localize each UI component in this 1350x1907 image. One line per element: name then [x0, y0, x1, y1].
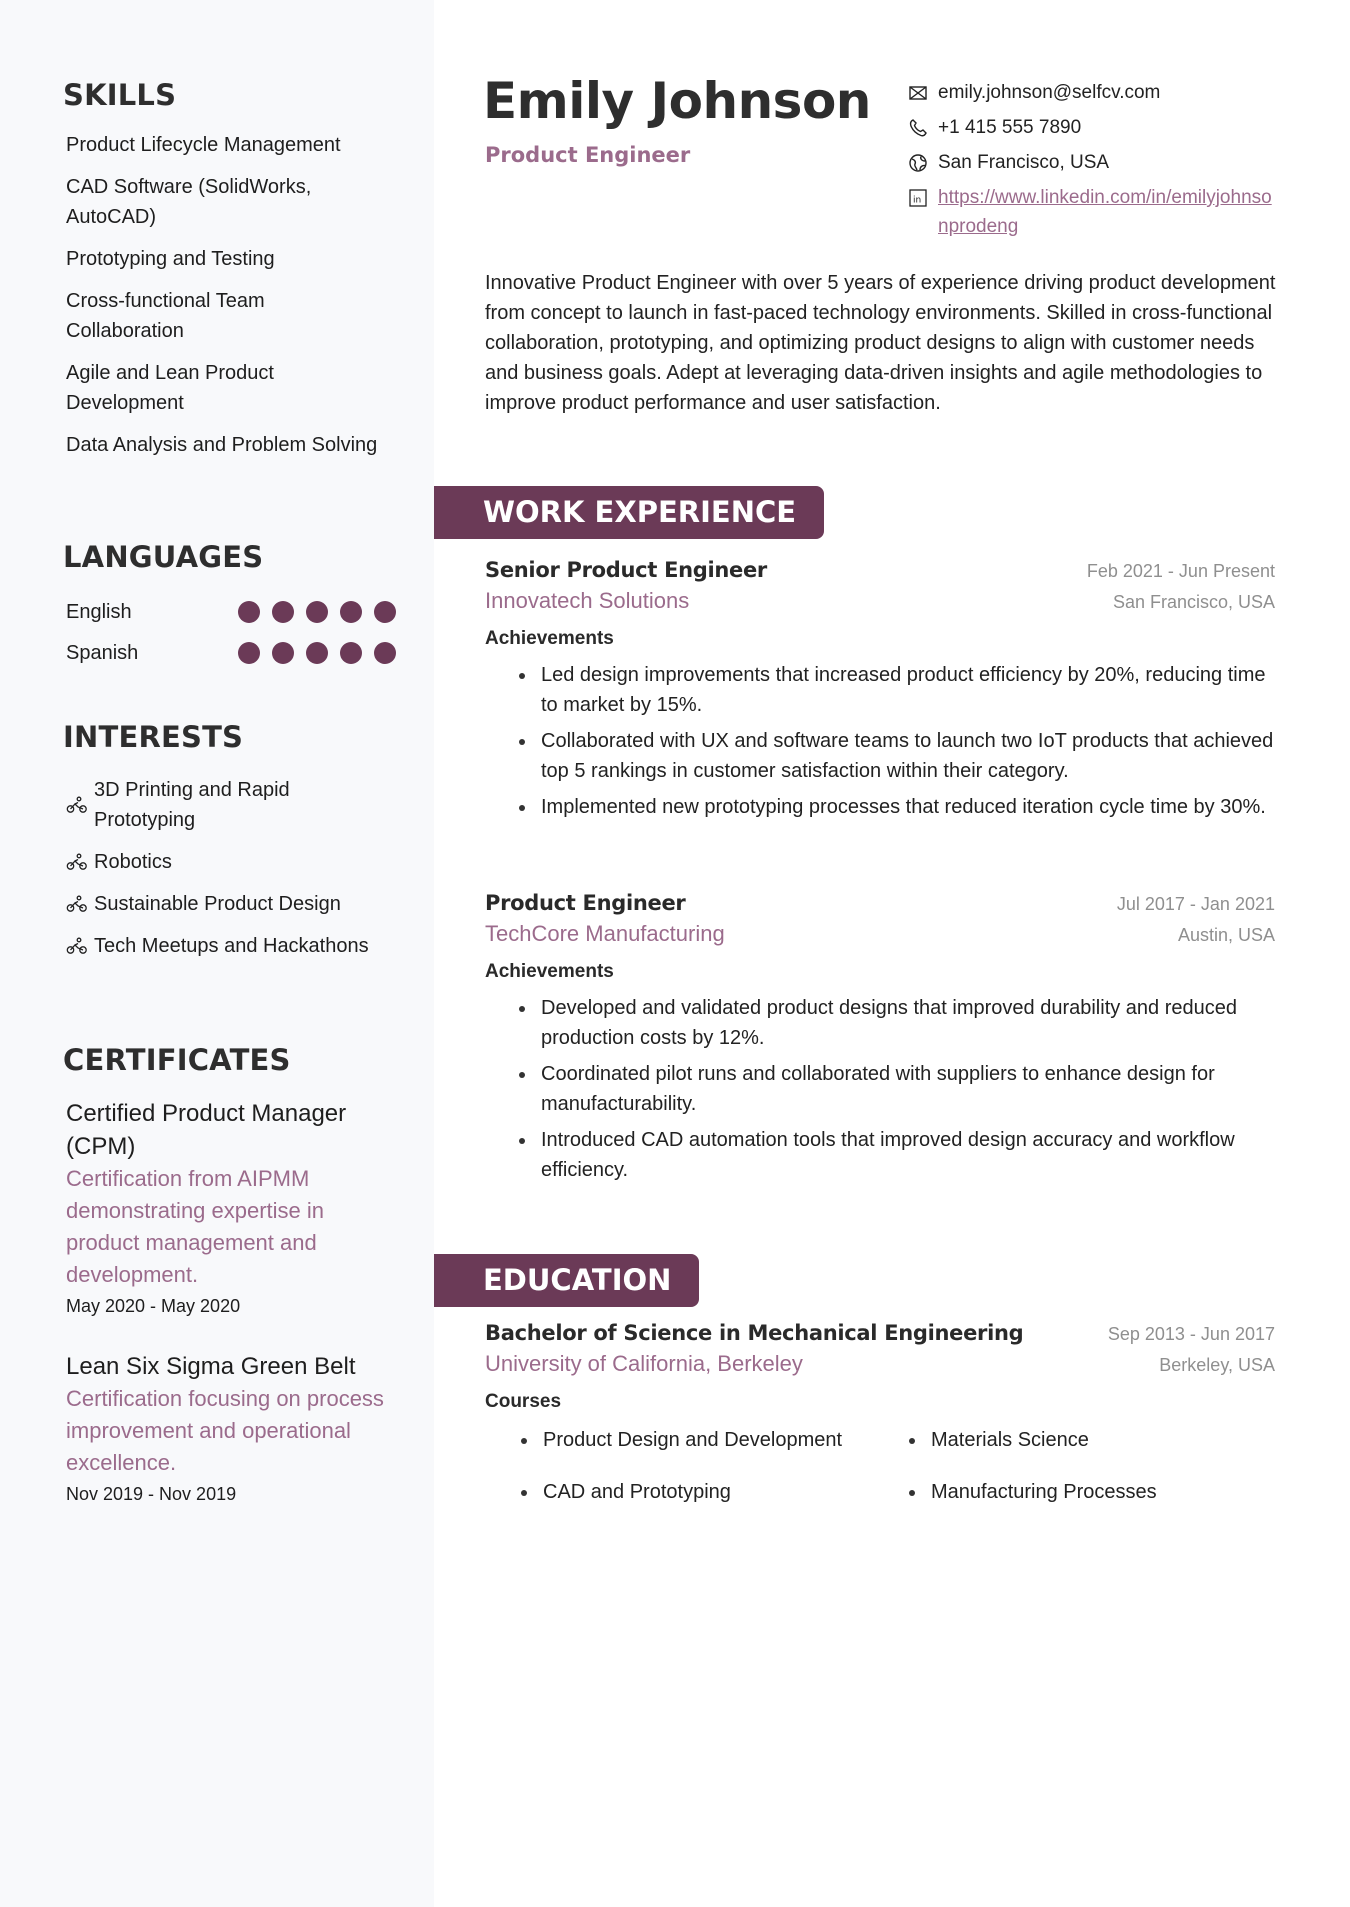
interests-list — [66, 775, 386, 973]
skill-item: CAD Software (SolidWorks, AutoCAD) — [66, 176, 312, 228]
level-dot — [306, 601, 328, 623]
phone-icon — [908, 118, 928, 138]
skill-item: Agile and Lean Product Development — [66, 362, 274, 414]
certificate-name: Certified Product Manager (CPM) — [66, 1100, 347, 1160]
job-dates: Jul 2017 - Jan 2021 — [1116, 894, 1275, 914]
achievements-list — [485, 660, 1275, 822]
course-item: Materials Science — [909, 1425, 1309, 1455]
certificate-dates: Nov 2019 - Nov 2019 — [66, 1484, 237, 1504]
profile-summary: Innovative Product Engineer with over 5 years of experience driving product development from concept to launch in fast-paced technology environments. Skilled in cross-functional collaboration, prototyping, and optimizing product designs to align with customer needs and business goals. Adept at leveraging data-driven insights and agile methodologies to improve product performance and user satisfaction. — [485, 272, 1276, 414]
interest-item: Sustainable Product Design — [66, 889, 386, 919]
interest-item: Tech Meetups and Hackathons — [66, 931, 386, 961]
interests-heading: INTERESTS — [63, 720, 244, 754]
work-experience-banner: WORK EXPERIENCE — [434, 486, 824, 539]
linkedin-link[interactable]: https://www.linkedin.com/in/emilyjohnsonprodeng — [938, 187, 1272, 237]
level-dot — [306, 642, 328, 664]
certificate-item — [66, 1350, 386, 1507]
education-banner: EDUCATION — [434, 1254, 699, 1307]
contact-linkedin — [908, 183, 1288, 241]
skill-item: Product Lifecycle Management — [66, 134, 341, 156]
courses-list — [485, 1425, 1275, 1507]
job-company: TechCore Manufacturing — [485, 921, 725, 946]
degree-title: Bachelor of Science in Mechanical Engineering — [485, 1321, 1024, 1345]
sidebar — [0, 0, 434, 1907]
skill-item: Cross-functional Team Collaboration — [66, 290, 265, 342]
languages-heading: LANGUAGES — [63, 540, 264, 574]
cyclist-icon — [66, 937, 88, 955]
cyclist-icon — [66, 853, 88, 871]
achievement-item: Developed and validated product designs that improved durability and reduced production costs by 12%. — [519, 993, 1275, 1053]
job-title: Senior Product Engineer — [485, 558, 767, 582]
candidate-title: Product Engineer — [485, 143, 691, 167]
certificates-heading: CERTIFICATES — [63, 1043, 291, 1077]
level-dot — [272, 642, 294, 664]
cyclist-icon — [66, 895, 88, 913]
level-dot — [340, 642, 362, 664]
achievements-heading: Achievements — [485, 628, 614, 649]
level-dot — [374, 601, 396, 623]
skills-heading: SKILLS — [63, 78, 177, 112]
contact-location: San Francisco, USA — [908, 148, 1288, 177]
interest-item: 3D Printing and Rapid Prototyping — [66, 775, 386, 835]
skills-list — [66, 130, 386, 472]
contact-list — [908, 78, 1288, 247]
svg-text:in: in — [913, 195, 922, 206]
certificate-description: Certification focusing on process improvement and operational excellence. — [66, 1386, 384, 1475]
certificate-dates: May 2020 - May 2020 — [66, 1296, 241, 1316]
achievement-item: Introduced CAD automation tools that improved design accuracy and workflow efficiency. — [519, 1125, 1275, 1185]
level-dot — [238, 601, 260, 623]
linkedin-icon — [908, 188, 928, 208]
achievement-item: Coordinated pilot runs and collaborated with suppliers to enhance design for manufacturability. — [519, 1059, 1275, 1119]
level-dot — [340, 601, 362, 623]
cyclist-icon — [66, 796, 88, 814]
school-name: University of California, Berkeley — [485, 1351, 803, 1376]
candidate-name: Emily Johnson — [483, 72, 871, 130]
job-entry — [485, 891, 1275, 1191]
interest-item: Robotics — [66, 847, 386, 877]
contact-email: emily.johnson@selfcv.com — [908, 78, 1288, 107]
achievements-list — [485, 993, 1275, 1185]
certificate-description: Certification from AIPMM demonstrating expertise in product management and development. — [66, 1166, 325, 1287]
course-item: CAD and Prototyping — [521, 1477, 909, 1507]
language-name: English — [66, 600, 132, 623]
language-level-dots — [238, 601, 396, 623]
certificate-item — [66, 1097, 386, 1319]
course-item: Manufacturing Processes — [909, 1477, 1309, 1507]
job-title: Product Engineer — [485, 891, 686, 915]
contact-phone: +1 415 555 7890 — [908, 113, 1288, 142]
level-dot — [374, 642, 396, 664]
envelope-icon — [908, 83, 928, 103]
course-item: Product Design and Development — [521, 1425, 909, 1455]
language-name: Spanish — [66, 641, 139, 664]
job-dates: Feb 2021 - Jun Present — [1086, 561, 1275, 581]
achievement-item: Collaborated with UX and software teams to launch two IoT products that achieved top 5 rankings in customer satisfaction within their category. — [519, 726, 1275, 786]
job-location: Austin, USA — [1177, 925, 1275, 945]
skill-item: Prototyping and Testing — [66, 248, 275, 270]
job-location: San Francisco, USA — [1112, 592, 1275, 612]
level-dot — [272, 601, 294, 623]
courses-heading: Courses — [485, 1391, 562, 1412]
language-level-dots — [238, 642, 396, 664]
achievement-item: Led design improvements that increased product efficiency by 20%, reducing time to market by 15%. — [519, 660, 1275, 720]
language-row-spanish — [66, 638, 406, 668]
job-company: Innovatech Solutions — [485, 588, 690, 613]
job-entry — [485, 558, 1275, 828]
level-dot — [238, 642, 260, 664]
education-entry — [485, 1321, 1275, 1507]
achievement-item: Implemented new prototyping processes that reduced iteration cycle time by 30%. — [519, 792, 1275, 822]
certificate-name: Lean Six Sigma Green Belt — [66, 1353, 356, 1380]
school-location: Berkeley, USA — [1159, 1355, 1275, 1375]
achievements-heading: Achievements — [485, 961, 614, 982]
education-dates: Sep 2013 - Jun 2017 — [1107, 1324, 1275, 1344]
skill-item: Data Analysis and Problem Solving — [66, 434, 378, 456]
language-row-english — [66, 597, 406, 627]
globe-icon — [908, 153, 928, 173]
